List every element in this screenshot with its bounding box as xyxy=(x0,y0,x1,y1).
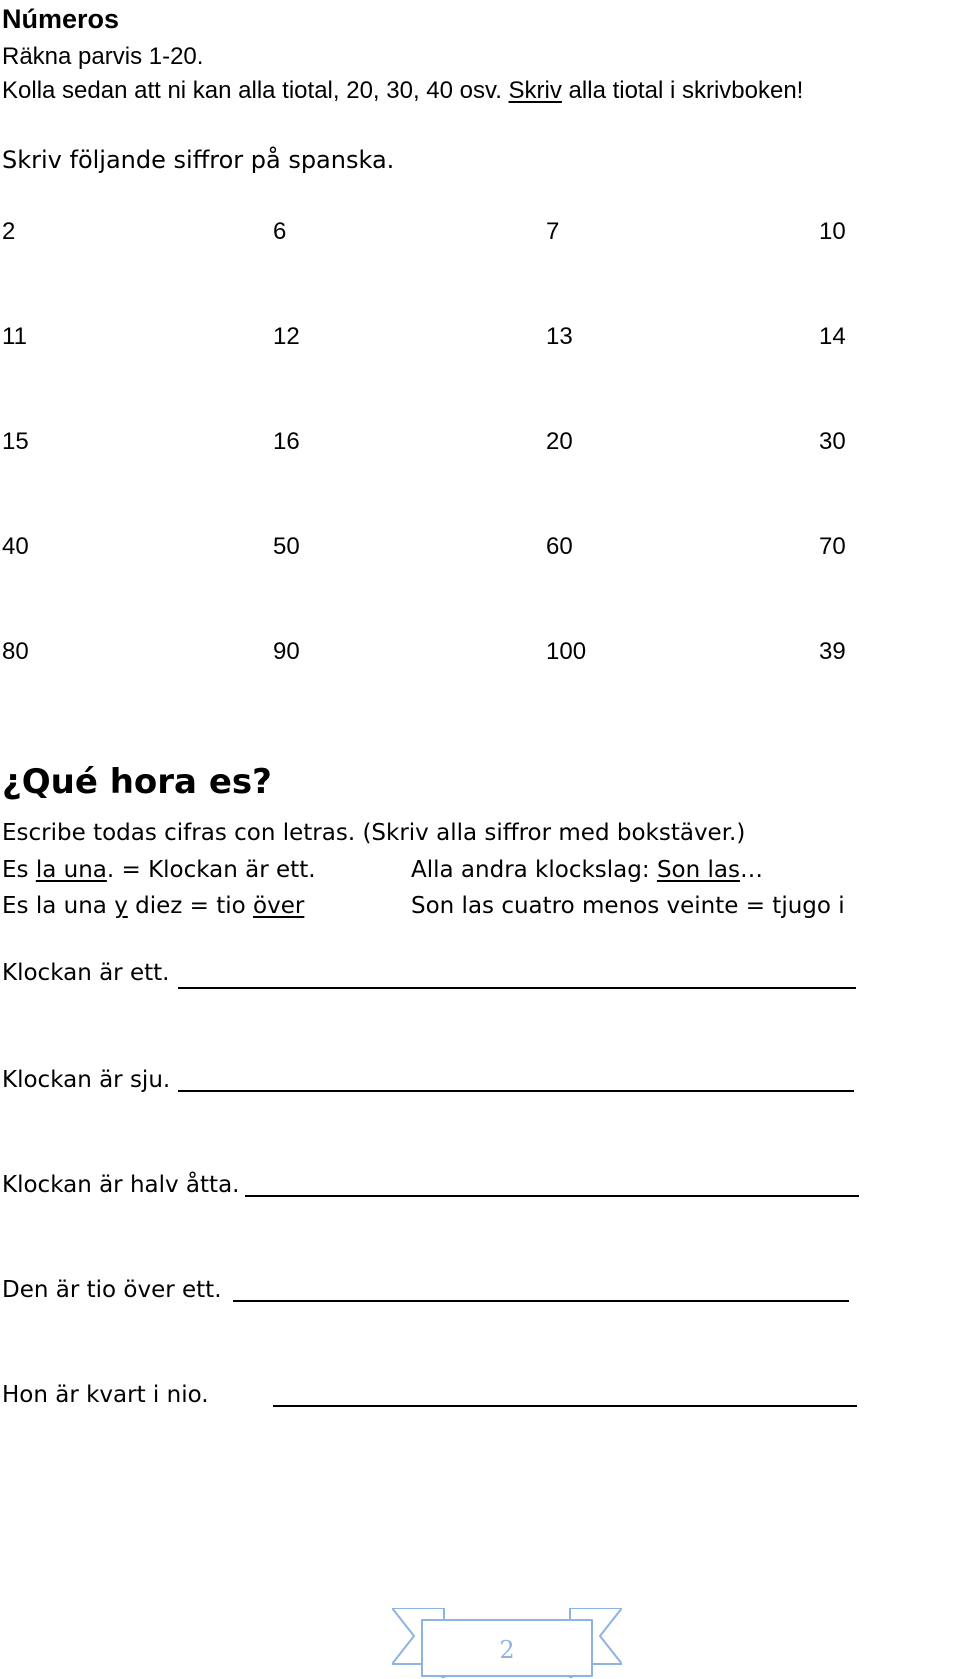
instruction-tens-prefix: Kolla sedan att ni kan alla tiotal, 20, 30, 40 osv. xyxy=(2,77,509,104)
example-es-la-una-underlined: la una xyxy=(35,857,107,883)
number-cell: 13 xyxy=(546,323,573,350)
example-son-las xyxy=(411,857,763,883)
number-cell: 7 xyxy=(546,218,560,245)
example-y-diez-prefix: Es la una xyxy=(2,893,115,919)
number-cell: 70 xyxy=(819,533,846,560)
instruction-count-pairs: Räkna parvis 1-20. xyxy=(2,43,204,70)
number-cell: 6 xyxy=(273,218,287,245)
section-title-que-hora-es: ¿Qué hora es? xyxy=(2,762,272,802)
example-es-la-una-suffix: . = Klockan är ett. xyxy=(106,857,316,883)
instruction-tens-suffix: alla tiotal i skrivboken! xyxy=(561,77,804,104)
number-cell: 80 xyxy=(2,638,29,665)
number-cell: 90 xyxy=(273,638,300,665)
exercise-prompt: Klockan är sju. xyxy=(2,1067,171,1093)
number-cell: 16 xyxy=(273,428,300,455)
answer-line xyxy=(178,987,856,989)
instruction-write-letters: Escribe todas cifras con letras. (Skriv alla siffror med bokstäver.) xyxy=(2,820,746,846)
number-cell: 12 xyxy=(273,323,300,350)
answer-line xyxy=(233,1300,849,1302)
instruction-write-spanish: Skriv följande siffror på spanska. xyxy=(2,146,395,174)
number-cell: 30 xyxy=(819,428,846,455)
number-cell: 20 xyxy=(546,428,573,455)
instruction-tens-underlined: Skriv xyxy=(508,77,562,104)
section-title-numeros: Números xyxy=(2,4,120,34)
answer-line xyxy=(273,1405,857,1407)
example-over-underlined: över xyxy=(253,893,305,919)
example-es-la-una-prefix: Es xyxy=(2,857,36,883)
example-es-la-una xyxy=(2,857,316,883)
number-cell: 60 xyxy=(546,533,573,560)
exercise-prompt: Hon är kvart i nio. xyxy=(2,1382,209,1408)
number-cell: 10 xyxy=(819,218,846,245)
exercise-prompt: Den är tio över ett. xyxy=(2,1277,222,1303)
example-son-las-prefix: Alla andra klockslag: xyxy=(411,857,657,883)
example-menos-veinte: Son las cuatro menos veinte = tjugo i xyxy=(411,893,845,919)
page-number-ribbon xyxy=(392,1608,622,1678)
instruction-tens xyxy=(2,77,803,105)
example-son-las-suffix: … xyxy=(739,857,763,883)
number-cell: 15 xyxy=(2,428,29,455)
example-y-diez xyxy=(2,893,304,919)
number-cell: 14 xyxy=(819,323,846,350)
example-y-diez-middle: diez = tio xyxy=(127,893,254,919)
number-cell: 2 xyxy=(2,218,16,245)
answer-line xyxy=(245,1195,859,1197)
number-cell: 40 xyxy=(2,533,29,560)
example-son-las-underlined: Son las xyxy=(656,857,740,883)
example-y-underlined: y xyxy=(114,893,128,919)
answer-line xyxy=(178,1090,854,1092)
number-cell: 50 xyxy=(273,533,300,560)
number-cell: 100 xyxy=(546,638,587,665)
page-number: 2 xyxy=(499,1636,515,1664)
exercise-prompt: Klockan är ett. xyxy=(2,960,170,986)
number-cell: 39 xyxy=(819,638,846,665)
number-cell: 11 xyxy=(2,323,27,350)
exercise-prompt: Klockan är halv åtta. xyxy=(2,1172,240,1198)
